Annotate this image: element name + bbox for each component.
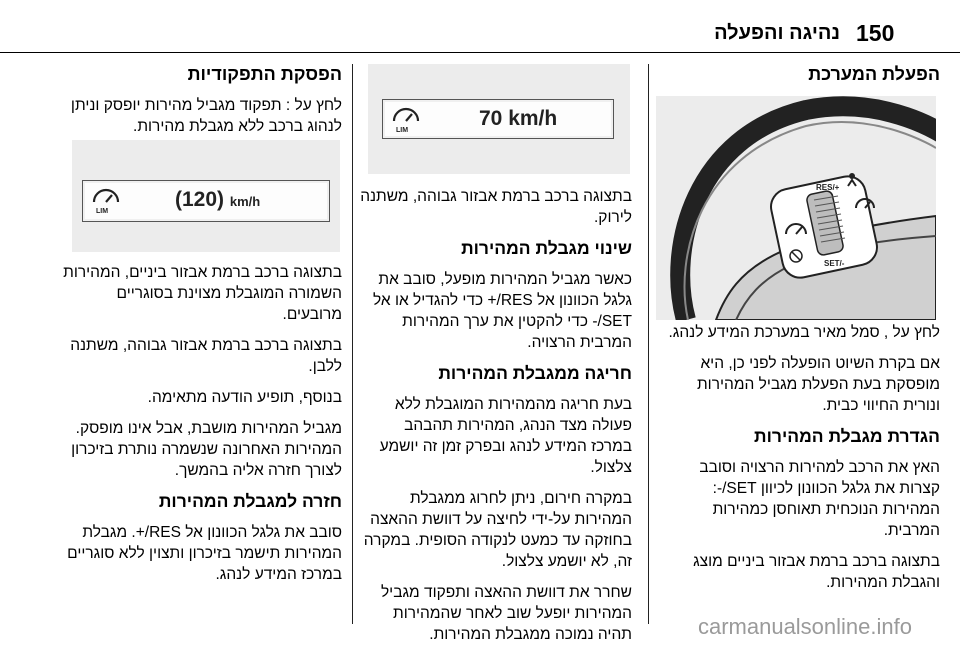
display-speed-value: (120) [175, 188, 225, 211]
paragraph: בתצוגה ברכב ברמת אבזור גבוהה, משתנה ללבן. [70, 337, 342, 375]
speed-limiter-icon [91, 186, 121, 214]
section-heading-change-limit: שינוי מגבלת המהירות [461, 238, 632, 258]
display-speed-bracketed [175, 188, 260, 212]
paragraph: שחרר את דוושת ההאצה ותפקוד מגביל המהירות יופעל שוב לאחר שהמהירות תהיה נמוכה ממגבלת המהירות. [380, 584, 632, 643]
steering-wheel-svg [656, 96, 936, 320]
lim-label: LIM [96, 208, 109, 214]
lcd-display [82, 180, 330, 222]
display-speed: 70 km/h [479, 107, 558, 130]
section-heading-exceed-limit: חריגה ממגבלת המהירות [438, 363, 632, 383]
lcd-display [382, 99, 614, 139]
section-heading-set-limit: הגדרת מגבלת המהירות [754, 426, 940, 446]
paragraph: בתצוגה ברכב ברמת אבזור ביניים מוצג והגבלת המהירות. [693, 553, 940, 591]
column-divider-right [648, 64, 649, 624]
paragraph: בתצוגה ברכב ברמת אבזור ביניים, המהירות השמורה המוגבלת מצוינת בסוגריים מרובעים. [63, 264, 342, 323]
speed-limiter-icon [391, 105, 421, 133]
wheel-set-label: SET/- [824, 259, 845, 268]
section-heading-deactivate: הפסקת התפקודיות [187, 64, 342, 84]
steering-wheel-illustration [656, 96, 936, 320]
left-column-body [60, 262, 342, 595]
middle-column [360, 186, 632, 655]
paragraph: אם בקרת השיוט הופעלה לפני כן, היא מופסקת בעת הפעלת מגביל המהירות ונורית החיווי כבית. [696, 355, 940, 414]
display-illustration-70 [368, 64, 630, 174]
left-column-top [60, 64, 342, 147]
right-column [656, 64, 940, 95]
section-heading-activation: הפעלת המערכת [808, 64, 940, 84]
paragraph: לחץ על , סמל מאיר במערכת המידע לנהג. [668, 324, 940, 341]
paragraph: בעת חריגה מהמהירות המוגבלת ללא פעולה מצד הנהג, המהירות תהבהב במרכז המידע לנהג ובפרק זמן זה יושמע צלצול. [379, 396, 632, 476]
paragraph: במקרה חירום, ניתן לחרוג ממגבלת המהירות על-ידי לחיצה על דוושת ההאצה בחוזקה עד כמעט לנקודה הסופית. במקרה זה, לא יושמע צלצול. [363, 490, 632, 570]
watermark: carmanualsonline.info [697, 614, 912, 639]
paragraph: כאשר מגביל המהירות מופעל, סובב את גלגל הכוונון אל RES/+ כדי להגדיל או אל SET/- כדי להקטין את ערך המהירות המרבית הרצויה. [373, 271, 632, 351]
paragraph: לחץ על : תפקוד מגביל מהירות יופסק וניתן לנהוג ברכב ללא מגבלת מהירות. [70, 97, 342, 135]
right-column-body [656, 322, 940, 603]
paragraph: בתצוגה ברכב ברמת אבזור גבוהה, משתנה לירוק. [360, 188, 632, 226]
paragraph: סובב את גלגל הכוונון אל RES/+. מגבלת המהירות תישמר בזיכרון ותצוין ללא סוגריים במרכז המידע לנהג. [67, 524, 342, 583]
display-illustration-120 [72, 140, 340, 252]
section-heading-return-limit: חזרה למגבלת המהירות [158, 491, 342, 511]
lim-label: LIM [396, 127, 409, 133]
wheel-res-label: RES/+ [816, 183, 840, 192]
paragraph: האץ את הרכב למהירות הרצויה וסובב קצרות את גלגל הכוונון לכיוון SET/-: המהירות הנוכחית תאוחסן כמהירות המרבית. [699, 459, 940, 539]
display-speed-unit: km/h [229, 194, 261, 209]
column-divider-left [352, 64, 353, 624]
chapter-title: נהיגה והפעלה [714, 22, 840, 44]
page-number: 150 [856, 20, 895, 46]
page-header [0, 0, 960, 53]
paragraph: בנוסף, תופיע הודעה מתאימה. [147, 389, 342, 406]
paragraph: מגביל המהירות מושבת, אבל אינו מופסק. המהירות האחרונה שנשמרה נותרת בזיכרון לצורך חזרה אליה בהמשך. [71, 420, 342, 479]
